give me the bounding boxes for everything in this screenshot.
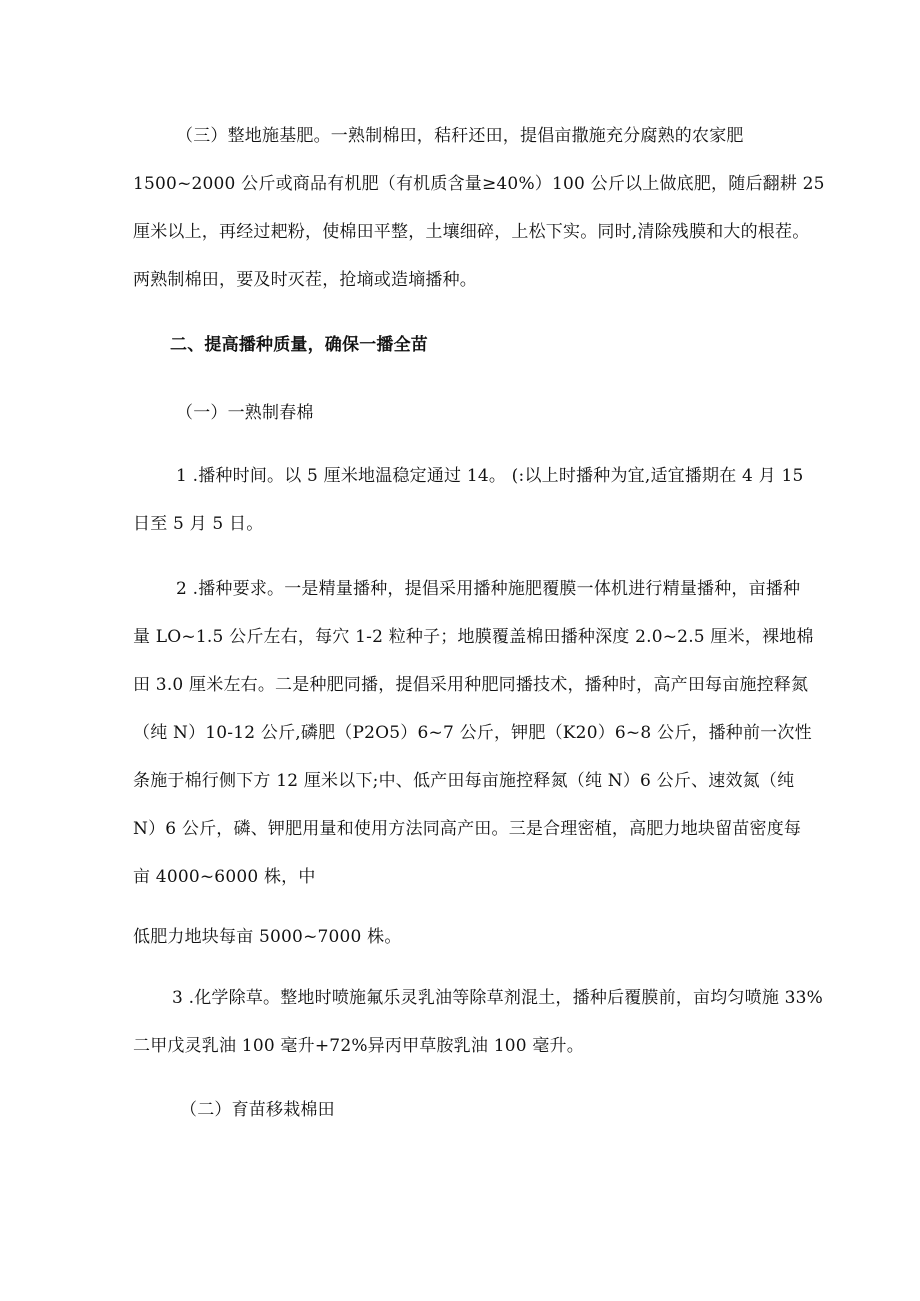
paragraph-sowing-time-line-2: 日至 5 月 5 日。 (133, 514, 264, 534)
paragraph-weeding-line-1: 3 .化学除草。整地时喷施氟乐灵乳油等除草剂混土，播种后覆膜前，亩均匀喷施 33% (172, 988, 824, 1008)
paragraph-tillage-line-2: 1500~2000 公斤或商品有机肥（有机质含量≥40%）100 公斤以上做底肥，随后翻耕 25 (133, 174, 825, 194)
subheading-spring-cotton: （一）一熟制春棉 (176, 403, 314, 423)
paragraph-sowing-req-line-2: 量 LO~1.5 公斤左右，每穴 1-2 粒种子；地膜覆盖棉田播种深度 2.0~2.5 厘米，裸地棉 (133, 627, 814, 647)
paragraph-sowing-req-line-7: 亩 4000~6000 株，中 (133, 867, 316, 887)
paragraph-sowing-req-continued: 低肥力地块每亩 5000~7000 株。 (133, 927, 402, 947)
paragraph-sowing-time-line-1: 1 .播种时间。以 5 厘米地温稳定通过 14。 (:以上时播种为宜,适宜播期在 4 月 15 (176, 466, 804, 486)
section-heading-2: 二、提高播种质量，确保一播全苗 (170, 335, 428, 355)
paragraph-tillage-line-3: 厘米以上，再经过耙粉，使棉田平整，土壤细碎，上松下实。同时,清除残膜和大的根茬。 (133, 222, 810, 242)
subheading-transplant-cotton: （二）育苗移栽棉田 (180, 1100, 335, 1120)
paragraph-sowing-req-line-4: （纯 N）10-12 公斤,磷肥（P2O5）6~7 公斤，钾肥（K20）6~8 公斤，播种前一次性 (133, 723, 812, 743)
paragraph-weeding-line-2: 二甲戊灵乳油 100 毫升+72%异丙甲草胺乳油 100 毫升。 (133, 1036, 584, 1056)
paragraph-tillage-line-1: （三）整地施基肥。一熟制棉田，秸秆还田，提倡亩撒施充分腐熟的农家肥 (176, 126, 744, 146)
paragraph-tillage-line-4: 两熟制棉田，要及时灭茬，抢墒或造墒播种。 (133, 270, 477, 290)
paragraph-sowing-req-line-3: 田 3.0 厘米左右。二是种肥同播，提倡采用种肥同播技术，播种时，高产田每亩施控释氮 (133, 675, 809, 695)
paragraph-sowing-req-line-1: 2 .播种要求。一是精量播种，提倡采用播种施肥覆膜一体机进行精量播种，亩播种 (176, 579, 801, 599)
paragraph-sowing-req-line-5: 条施于棉行侧下方 12 厘米以下;中、低产田每亩施控释氮（纯 N）6 公斤、速效氮（纯 (133, 771, 795, 791)
paragraph-sowing-req-line-6: N）6 公斤，磷、钾肥用量和使用方法同高产田。三是合理密植，高肥力地块留苗密度每 (133, 819, 802, 839)
